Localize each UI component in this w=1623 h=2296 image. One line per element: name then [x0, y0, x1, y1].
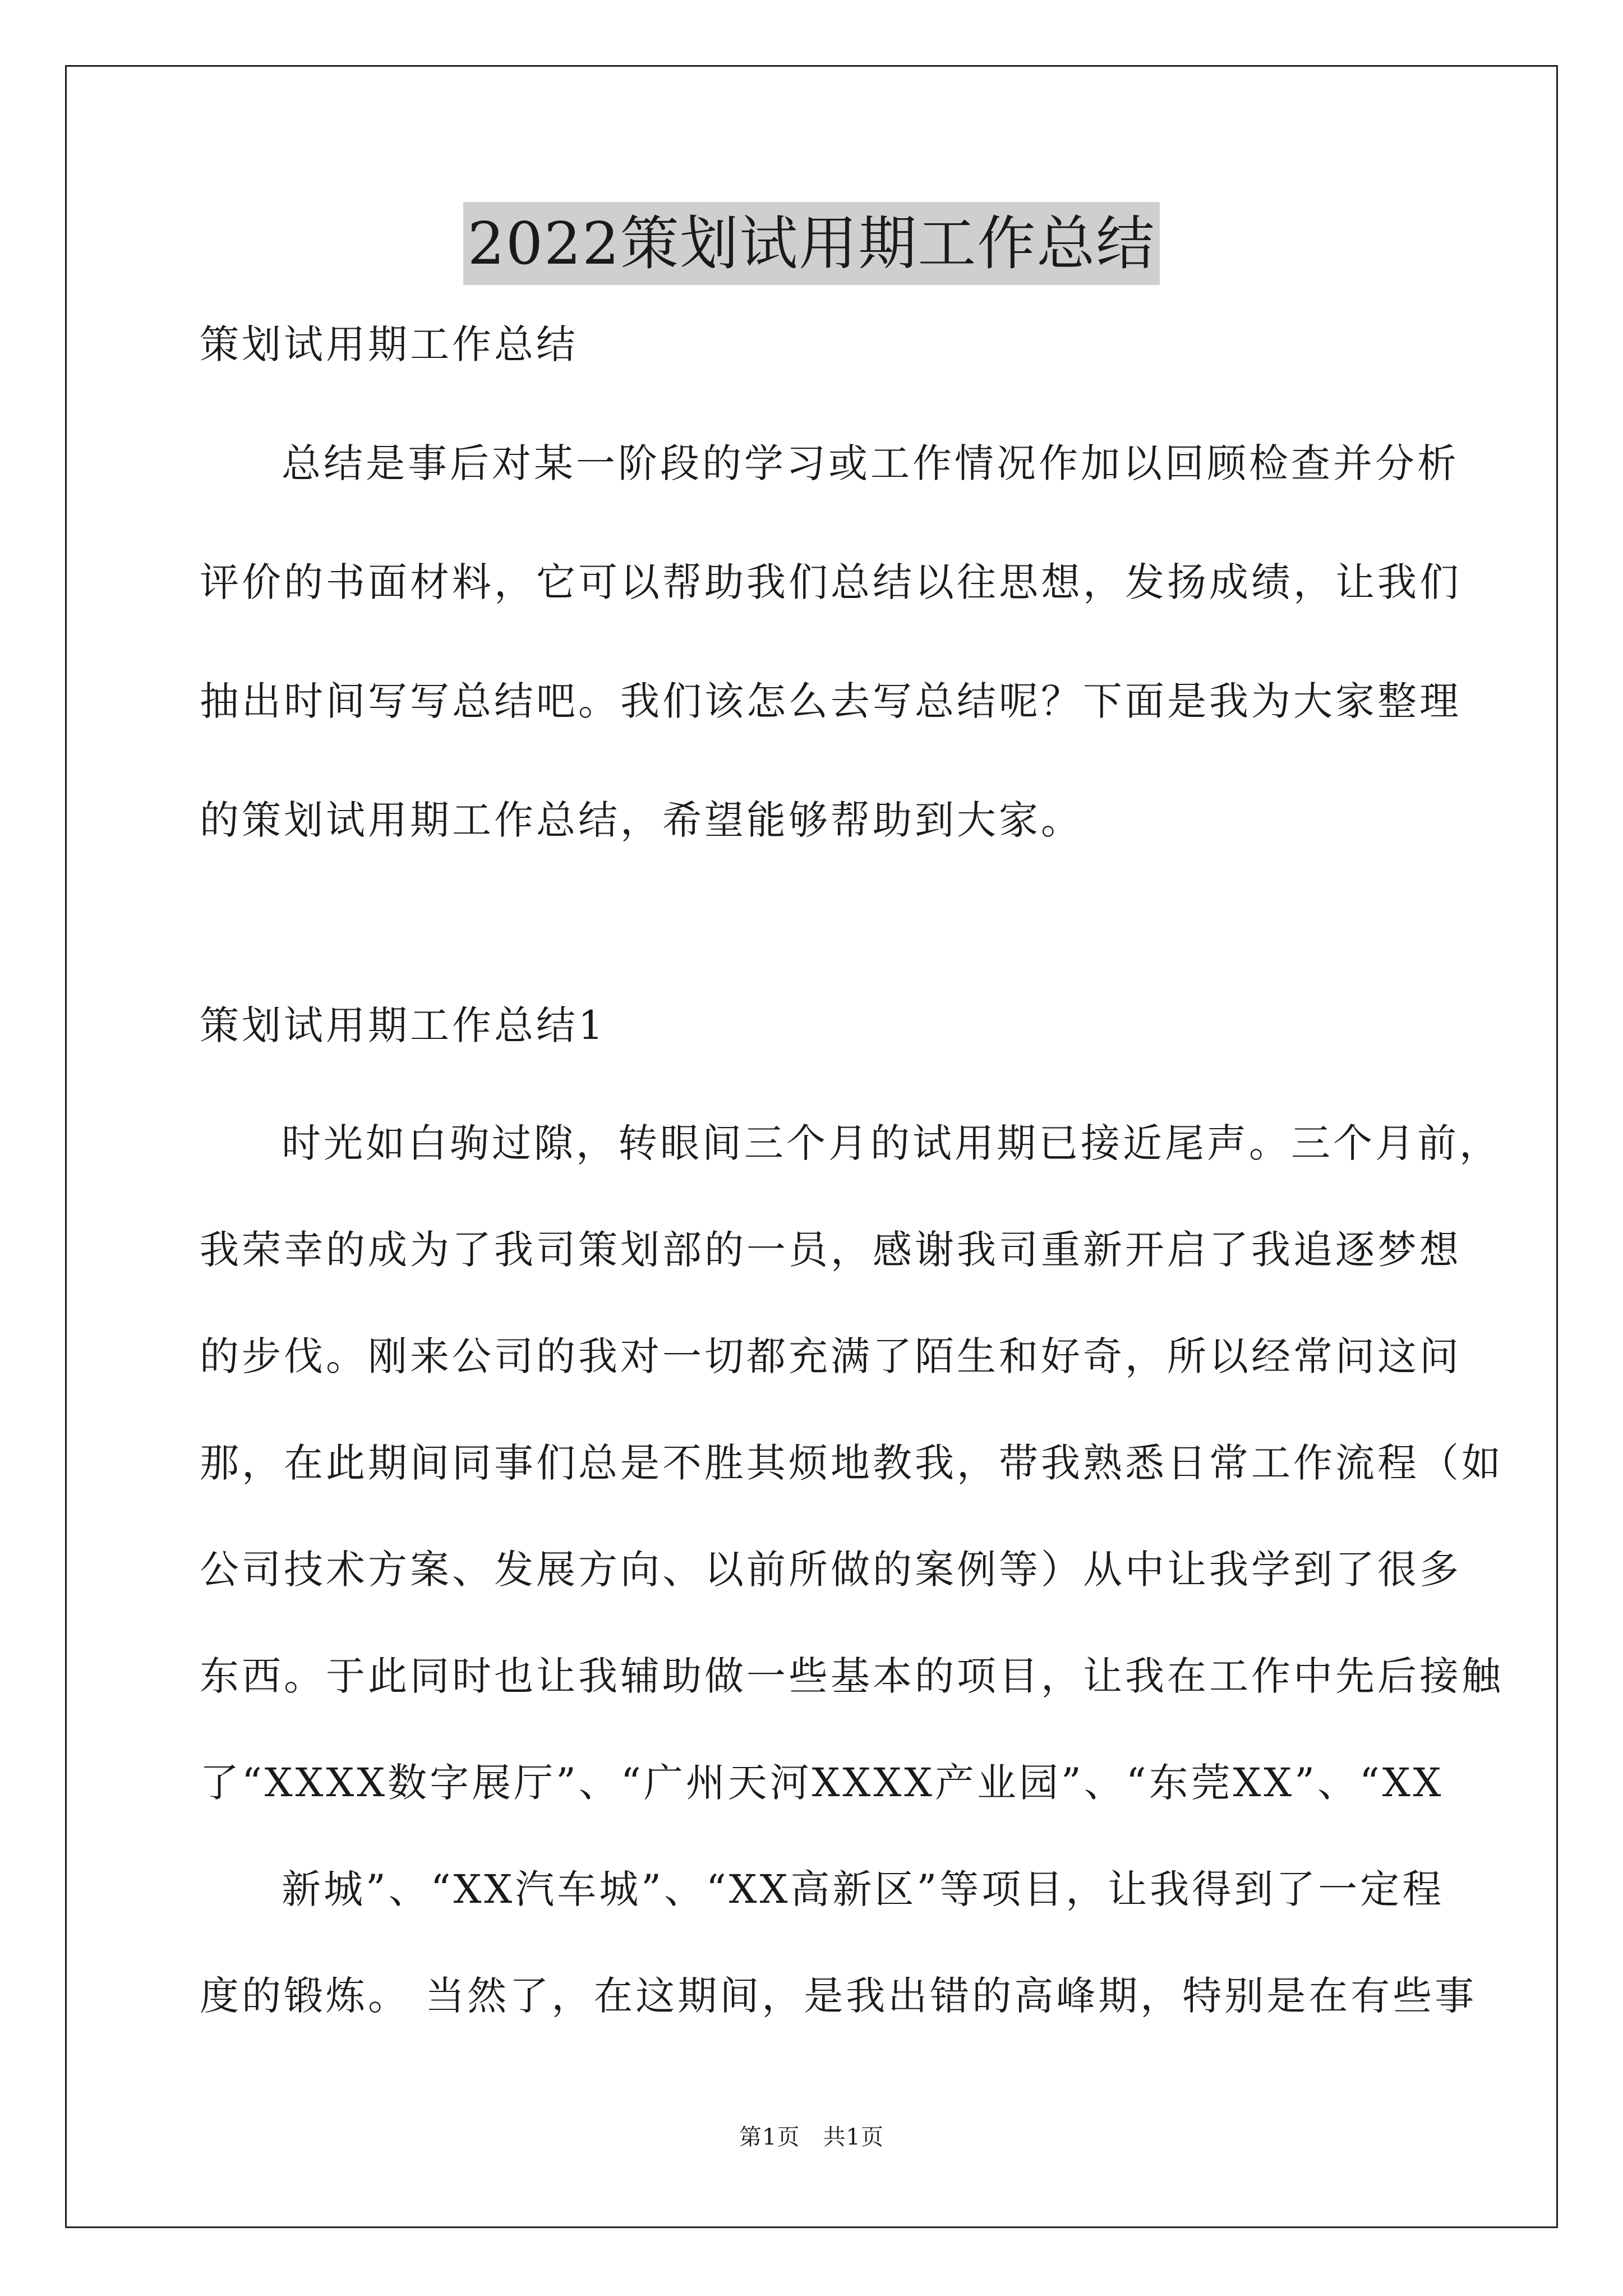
intro-line: 抽出时间写写总结吧。我们该怎么去写总结呢？下面是我为大家整理: [200, 678, 1461, 724]
document-title: 2022策划试用期工作总结: [463, 202, 1160, 285]
subheading: 策划试用期工作总结: [200, 321, 578, 367]
page-footer: 第1页 共1页: [739, 2124, 884, 2150]
body-line: 新城”、“XX汽车城”、“XX高新区”等项目，让我得到了一定程: [282, 1866, 1445, 1912]
section-heading: 策划试用期工作总结1: [200, 1002, 606, 1048]
intro-line: 评价的书面材料，它可以帮助我们总结以往思想，发扬成绩，让我们: [200, 559, 1461, 605]
body-line: 时光如白驹过隙，转眼间三个月的试用期已接近尾声。三个月前，: [282, 1120, 1501, 1166]
body-line: 了“XXXX数字展厅”、“广州天河XXXX产业园”、“东莞XX”、“XX: [200, 1760, 1444, 1806]
body-line: 东西。于此同时也让我辅助做一些基本的项目，让我在工作中先后接触: [200, 1653, 1504, 1699]
body-line: 我荣幸的成为了我司策划部的一员，感谢我司重新开启了我追逐梦想: [200, 1227, 1461, 1273]
intro-line: 总结是事后对某一阶段的学习或工作情况作加以回顾检查并分析: [282, 440, 1459, 486]
body-line: 公司技术方案、发展方向、以前所做的案例等）从中让我学到了很多: [200, 1547, 1461, 1593]
intro-line: 的策划试用期工作总结，希望能够帮助到大家。: [200, 797, 1083, 843]
body-line: 那，在此期间同事们总是不胜其烦地教我，带我熟悉日常工作流程（如: [200, 1440, 1504, 1486]
body-line: 度的锻炼。 当然了，在这期间，是我出错的高峰期，特别是在有些事: [200, 1973, 1477, 2019]
title-container: [0, 202, 1623, 285]
body-line: 的步伐。刚来公司的我对一切都充满了陌生和好奇，所以经常问这问: [200, 1333, 1461, 1379]
